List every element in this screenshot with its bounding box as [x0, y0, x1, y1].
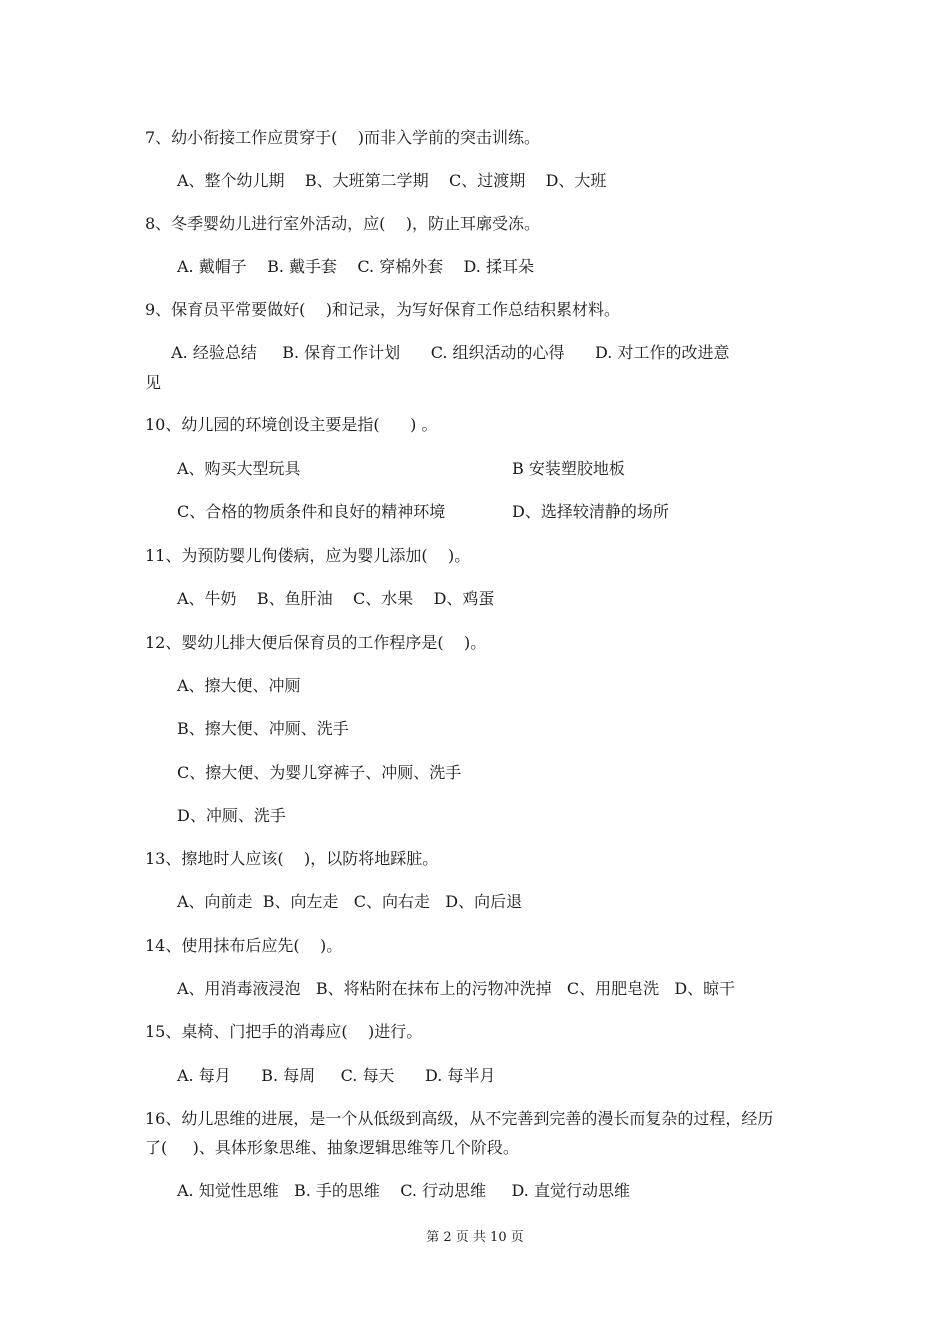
- question-14-options: A、用消毒液浸泡 B、将粘附在抹布上的污物冲洗掉 C、用肥皂洗 D、晾干: [177, 979, 736, 998]
- question-11-options: A、牛奶 B、鱼肝油 C、水果 D、鸡蛋: [177, 589, 495, 608]
- question-8-options: A. 戴帽子 B. 戴手套 C. 穿棉外套 D. 揉耳朵: [177, 257, 534, 276]
- question-7-options: A、整个幼儿期 B、大班第二学期 C、过渡期 D、大班: [177, 171, 607, 190]
- question-11-stem: 11、为预防婴儿佝偻病，应为婴儿添加( )。: [145, 546, 471, 565]
- question-16-options: A. 知觉性思维 B. 手的思维 C. 行动思维 D. 直觉行动思维: [177, 1181, 630, 1200]
- question-10-stem: 10、幼儿园的环境创设主要是指( ) 。: [145, 415, 438, 434]
- question-12-option-a: A、擦大便、冲厕: [177, 676, 301, 695]
- question-9-stem: 9、保育员平常要做好( )和记录，为写好保育工作总结积累材料。: [145, 300, 621, 319]
- question-12-stem: 12、婴幼儿排大便后保育员的工作程序是( )。: [145, 633, 487, 652]
- question-13-stem: 13、擦地时人应该( )，以防将地踩脏。: [145, 849, 439, 868]
- question-13-options: A、向前走 B、向左走 C、向右走 D、向后退: [177, 892, 523, 911]
- question-7-stem: 7、幼小衔接工作应贯穿于( )而非入学前的突击训练。: [145, 128, 541, 147]
- question-10-option-c: C、合格的物质条件和良好的精神环境: [177, 502, 446, 521]
- question-9-options: A. 经验总结 B. 保育工作计划 C. 组织活动的心得 D. 对工作的改进意: [166, 343, 730, 362]
- question-16-stem-wrap: 了( )、具体形象思维、抽象逻辑思维等几个阶段。: [145, 1138, 519, 1157]
- question-12-option-c: C、擦大便、为婴儿穿裤子、冲厕、洗手: [177, 763, 462, 782]
- question-12-option-d: D、冲厕、洗手: [177, 806, 286, 825]
- question-10-option-a: A、购买大型玩具: [177, 459, 301, 478]
- question-15-options: A. 每月 B. 每周 C. 每天 D. 每半月: [177, 1066, 496, 1085]
- question-8-stem: 8、冬季婴幼儿进行室外活动，应( )，防止耳廓受冻。: [145, 214, 541, 233]
- question-10-option-b: B 安装塑胶地板: [512, 459, 625, 478]
- question-9-options-wrap: 见: [145, 373, 162, 392]
- question-15-stem: 15、桌椅、门把手的消毒应( )进行。: [145, 1022, 423, 1041]
- question-12-option-b: B、擦大便、冲厕、洗手: [177, 719, 349, 738]
- question-16-stem: 16、幼儿思维的进展，是一个从低级到高级，从不完善到完善的漫长而复杂的过程，经历: [145, 1109, 774, 1128]
- page-number-footer: 第 2 页 共 10 页: [426, 1230, 524, 1245]
- question-14-stem: 14、使用抹布后应先( )。: [145, 936, 343, 955]
- question-10-option-d: D、选择较清静的场所: [512, 502, 669, 521]
